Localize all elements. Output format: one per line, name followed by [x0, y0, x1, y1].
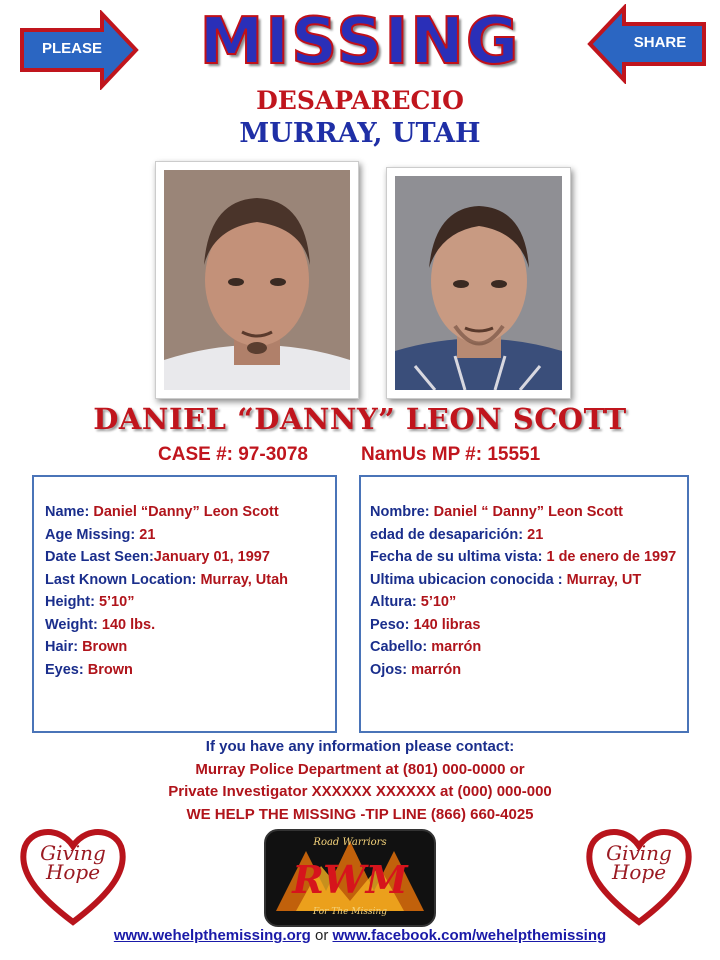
info-row-location: Last Known Location: Murray, Utah: [45, 571, 289, 588]
subtitle-spanish: DESAPARECIO: [256, 86, 464, 115]
contact-investigator: Private Investigator XXXXXX XXXXXX at (000) 000-000: [168, 783, 552, 800]
contact-intro: If you have any information please contact:: [205, 738, 515, 755]
info-row-name: Name: Daniel “Danny” Leon Scott: [45, 504, 279, 520]
location-heading: MURRAY, UTAH: [239, 118, 481, 149]
rwm-main-text: RWM: [292, 857, 408, 902]
photo-frame-2: [386, 167, 571, 399]
share-label: SHARE: [633, 34, 687, 51]
website-link[interactable]: www.wehelpthemissing.org: [113, 927, 311, 944]
spanish-info-box: [359, 475, 689, 733]
info-row-peso: Peso: 140 libras: [370, 616, 481, 633]
info-row-ojos: Ojos: marrón: [370, 661, 462, 678]
giving-hope-logo-left: [18, 822, 128, 926]
person-name-title: DANIEL “DANNY” LEON SCOTT: [93, 402, 627, 436]
photo-frame-1: [155, 161, 359, 399]
info-row-edad: edad de desaparición: 21: [370, 526, 544, 543]
info-row-age: Age Missing: 21: [45, 526, 156, 543]
info-row-hair: Hair: Brown: [45, 639, 128, 655]
rwm-bottom-text: For The Missing: [312, 907, 388, 917]
info-row-date: Date Last Seen:January 01, 1997: [45, 549, 270, 565]
contact-police: Murray Police Department at (801) 000-0000 or: [195, 761, 525, 778]
info-row-nombre: Nombre: Daniel “ Danny” Leon Scott: [370, 504, 623, 520]
giving-hope-logo-right: [584, 822, 694, 926]
info-row-altura: Altura: 5’10”: [370, 594, 457, 610]
giving-hope-text-right: Giving Hope: [606, 841, 672, 884]
contact-tip-line: WE HELP THE MISSING -TIP LINE (866) 660-4025: [186, 806, 534, 823]
rwm-logo: [264, 829, 436, 927]
info-row-cabello: Cabello: marrón: [370, 639, 482, 655]
info-row-ubicacion: Ultima ubicacion conocida : Murray, UT: [370, 571, 642, 588]
namus-number: NamUs MP #: 15551: [361, 444, 541, 465]
person-photo-2: [395, 176, 562, 390]
info-row-weight: Weight: 140 lbs.: [45, 616, 156, 633]
info-row-height: Height: 5’10”: [45, 594, 135, 610]
giving-hope-text-left: Giving Hope: [40, 841, 106, 884]
missing-title: MISSING: [199, 5, 521, 79]
info-row-eyes: Eyes: Brown: [45, 661, 133, 678]
person-photo-1: [164, 170, 350, 390]
info-row-fecha: Fecha de su ultima vista: 1 de enero de 1997: [370, 549, 677, 565]
facebook-link[interactable]: www.facebook.com/wehelpthemissing: [332, 927, 607, 944]
footer-separator: or: [314, 927, 329, 944]
rwm-top-text: Road Warriors: [313, 837, 387, 848]
footer-links: [0, 927, 720, 944]
case-number: CASE #: 97-3078: [158, 444, 308, 465]
english-info-box: [32, 475, 337, 733]
please-label: PLEASE: [41, 40, 102, 57]
